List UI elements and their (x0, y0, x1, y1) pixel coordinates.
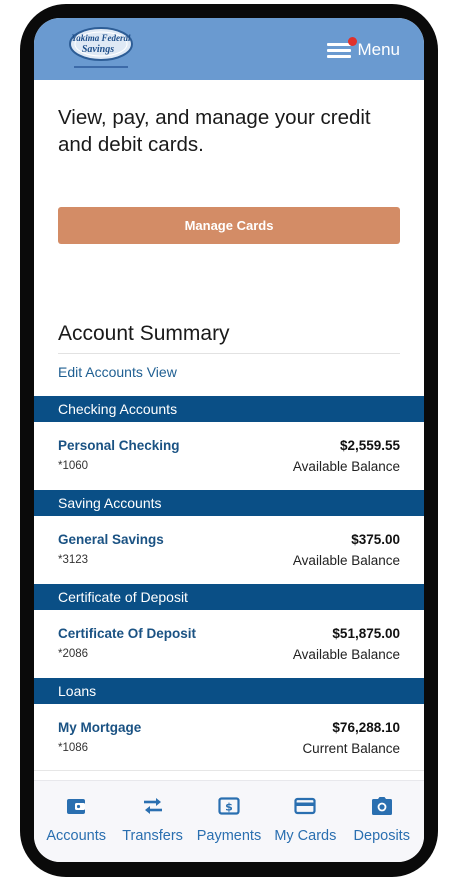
section-header-loans: Loans (34, 678, 424, 704)
account-number: *3123 (58, 554, 89, 566)
app-screen (34, 18, 424, 862)
wallet-icon (63, 795, 89, 817)
nav-my-cards[interactable] (267, 795, 343, 862)
account-name[interactable]: General Savings (58, 532, 164, 547)
nav-label: Deposits (353, 828, 410, 844)
balance-label: Available Balance (292, 459, 400, 474)
hamburger-icon (327, 41, 351, 59)
nav-label: Transfers (122, 828, 183, 844)
account-row-savings[interactable] (34, 516, 424, 584)
account-number: *1086 (58, 742, 89, 754)
bank-logo-icon (68, 26, 134, 70)
transfer-arrows-icon (140, 795, 166, 817)
section-header-savings: Saving Accounts (34, 490, 424, 516)
account-number: *1060 (58, 460, 89, 472)
account-balance: $2,559.55 (339, 438, 400, 453)
top-bar (34, 18, 424, 80)
section-header-checking: Checking Accounts (34, 396, 424, 422)
credit-card-icon (292, 795, 318, 817)
account-row-cd[interactable] (34, 610, 424, 678)
summary-divider (58, 353, 400, 354)
bottom-nav (34, 780, 424, 862)
balance-label: Current Balance (302, 741, 400, 756)
svg-text:$: $ (225, 800, 233, 814)
account-balance: $51,875.00 (332, 626, 400, 641)
account-row-mortgage[interactable] (34, 704, 424, 772)
cards-headline: View, pay, and manage your credit and debit cards. (58, 106, 371, 156)
edit-accounts-view-link[interactable]: Edit Accounts View (58, 364, 177, 380)
account-name[interactable]: Personal Checking (58, 438, 180, 453)
nav-deposits[interactable] (344, 795, 420, 862)
dollar-bill-icon (216, 795, 242, 817)
account-number: *2086 (58, 648, 89, 660)
balance-label: Available Balance (292, 647, 400, 662)
nav-accounts[interactable] (38, 795, 114, 862)
nav-label: Accounts (46, 828, 107, 844)
nav-label: Payments (196, 828, 262, 844)
account-balance: $375.00 (351, 532, 400, 547)
menu-button[interactable] (327, 38, 400, 62)
manage-cards-button[interactable]: Manage Cards (58, 207, 400, 244)
balance-label: Available Balance (292, 553, 400, 568)
camera-icon (369, 795, 395, 817)
nav-transfers[interactable] (115, 795, 191, 862)
section-header-cd: Certificate of Deposit (34, 584, 424, 610)
menu-label: Menu (357, 40, 400, 59)
svg-text:Yakima Federal: Yakima Federal (71, 33, 131, 43)
nav-payments[interactable] (191, 795, 267, 862)
account-name[interactable]: My Mortgage (58, 720, 142, 735)
nav-label: My Cards (274, 828, 337, 844)
account-name[interactable]: Certificate Of Deposit (58, 626, 197, 641)
notification-dot (348, 37, 357, 46)
row-divider (34, 770, 424, 771)
account-row-checking[interactable] (34, 422, 424, 490)
account-balance: $76,288.10 (332, 720, 400, 735)
account-summary-title: Account Summary (58, 322, 230, 345)
svg-text:Savings: Savings (81, 44, 115, 55)
bank-logo[interactable] (68, 26, 134, 70)
